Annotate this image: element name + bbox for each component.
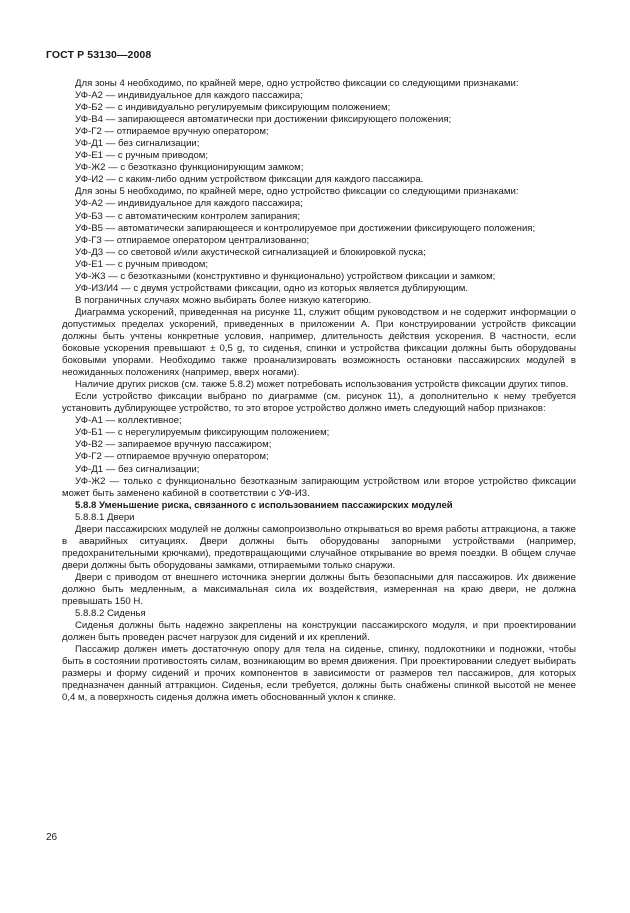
paragraph: Двери пассажирских модулей не должны самопроизвольно открываться во время работы аттракциона, а также в аварийных ситуациях. Двери должны быть оборудованы запорными устройствами (например, предохранительными крючками), предотвращающими случайное открывание во время поездки. В общем случае двери должны быть оборудованы замками, отпираемыми только снаружи. — [62, 523, 576, 571]
paragraph: УФ-Е1 — с ручным приводом; — [75, 258, 209, 270]
paragraph: УФ-И2 — с каким-либо одним устройством фиксации для каждого пассажира. — [75, 174, 424, 186]
section-heading: 5.8.8 Уменьшение риска, связанного с использованием пассажирских модулей — [75, 499, 453, 511]
paragraph: УФ-В5 — автоматически запирающееся и контролируемое при достижении фиксирующего положения; — [75, 222, 536, 234]
paragraph: Для зоны 4 необходимо, по крайней мере, одно устройство фиксации со следующими признаками: — [75, 78, 519, 89]
paragraph: Диаграмма ускорений, приведенная на рисунке 11, служит общим руководством и не содержит информации о допустимых пределах ускорений, приведенных в приложении А. При конструировании устройств фиксации должны быть учтены конкретные условия, например, длительность действия ускорения. В частности, если боковые ускорения превышают ± 0,5 g, то сиденья, спинки и устройства фиксации должны быть оборудованы боковыми упорами. Необходимо также проанализировать возможность остановки пассажирских модулей в неожиданных положениях (например, вверх ногами). — [62, 306, 576, 379]
paragraph: Наличие других рисков (см. также 5.8.2) может потребовать использования устройств фиксации других типов. — [75, 379, 569, 391]
paragraph: В пограничных случаях можно выбирать более низкую категорию. — [75, 294, 372, 306]
paragraph: УФ-Е1 — с ручным приводом; — [75, 150, 209, 162]
paragraph: УФ-И3/И4 — с двумя устройствами фиксации, одно из которых является дублирующим. — [75, 282, 468, 294]
paragraph: Для зоны 5 необходимо, по крайней мере, одно устройство фиксации со следующими признаками: — [75, 186, 519, 198]
document-header: ГОСТ Р 53130—2008 — [46, 49, 152, 61]
paragraph: УФ-Д3 — со световой и/или акустической сигнализацией и блокировкой пуска; — [75, 246, 426, 258]
paragraph: УФ-В2 — запираемое вручную пассажиром; — [75, 439, 272, 451]
paragraph: УФ-Ж3 — с безотказными (конструктивно и функционально) устройством фиксации и замком; — [75, 270, 496, 282]
paragraph: 5.8.8.2 Сиденья — [75, 608, 146, 620]
paragraph: Пассажир должен иметь достаточную опору для тела на сиденье, спинку, подлокотники и подножки, чтобы быть в состоянии противостоять силам, возникающим во время движения. При проектировании следует выбирать размеры и форму сидений и прочих компонентов в зависимости от размеров тел пассажиров, для которых предназначен данный аттракцион. Сиденья, если требуется, должны быть снабжены спинкой высотой не менее 0,4 м, а поверхность сиденья должна иметь обоснованный уклон к спинке. — [62, 644, 576, 704]
document-body — [62, 78, 576, 704]
paragraph: УФ-Г3 — отпираемое оператором централизованно; — [75, 234, 310, 246]
paragraph: УФ-Ж2 — только с функционально безотказным запирающим устройством или второе устройство фиксации может быть заменено кабиной в соответствии с УФ-И3. — [62, 475, 576, 499]
paragraph: УФ-Д1 — без сигнализации; — [75, 463, 200, 475]
page-number: 26 — [46, 832, 58, 843]
paragraph: УФ-В4 — запирающееся автоматически при достижении фиксирующего положения; — [75, 114, 452, 126]
paragraph: 5.8.8.1 Двери — [75, 511, 135, 523]
paragraph: УФ-Б2 — с индивидуально регулируемым фиксирующим положением; — [75, 102, 391, 114]
paragraph: УФ-Ж2 — с безотказно функционирующим замком; — [75, 162, 304, 174]
paragraph: Сиденья должны быть надежно закреплены на конструкции пассажирского модуля, и при проектировании должен быть проведен расчет нагрузок для сидений и их креплений. — [62, 620, 576, 644]
paragraph: УФ-А1 — коллективное; — [75, 415, 182, 427]
paragraph: Двери с приводом от внешнего источника энергии должны быть безопасными для пассажиров. Их движение должно быть медленным, а максимальная сила их воздействия, измеренная на краю двери, не должна превышать 150 Н. — [62, 571, 576, 608]
paragraph: УФ-А2 — индивидуальное для каждого пассажира; — [75, 198, 303, 210]
paragraph: УФ-Д1 — без сигнализации; — [75, 138, 200, 150]
paragraph: УФ-Г2 — отпираемое вручную оператором; — [75, 451, 269, 463]
paragraph: УФ-А2 — индивидуальное для каждого пассажира; — [75, 90, 303, 102]
paragraph: УФ-Б1 — с нерегулируемым фиксирующим положением; — [75, 427, 330, 439]
paragraph: УФ-Г2 — отпираемое вручную оператором; — [75, 126, 269, 138]
paragraph: Если устройство фиксации выбрано по диаграмме (см. рисунок 11), а дополнительно к нему требуется установить дублирующее устройство, то это второе устройство должно иметь следующий набор признаков: — [62, 391, 576, 415]
paragraph: УФ-Б3 — с автоматическим контролем запирания; — [75, 210, 301, 222]
